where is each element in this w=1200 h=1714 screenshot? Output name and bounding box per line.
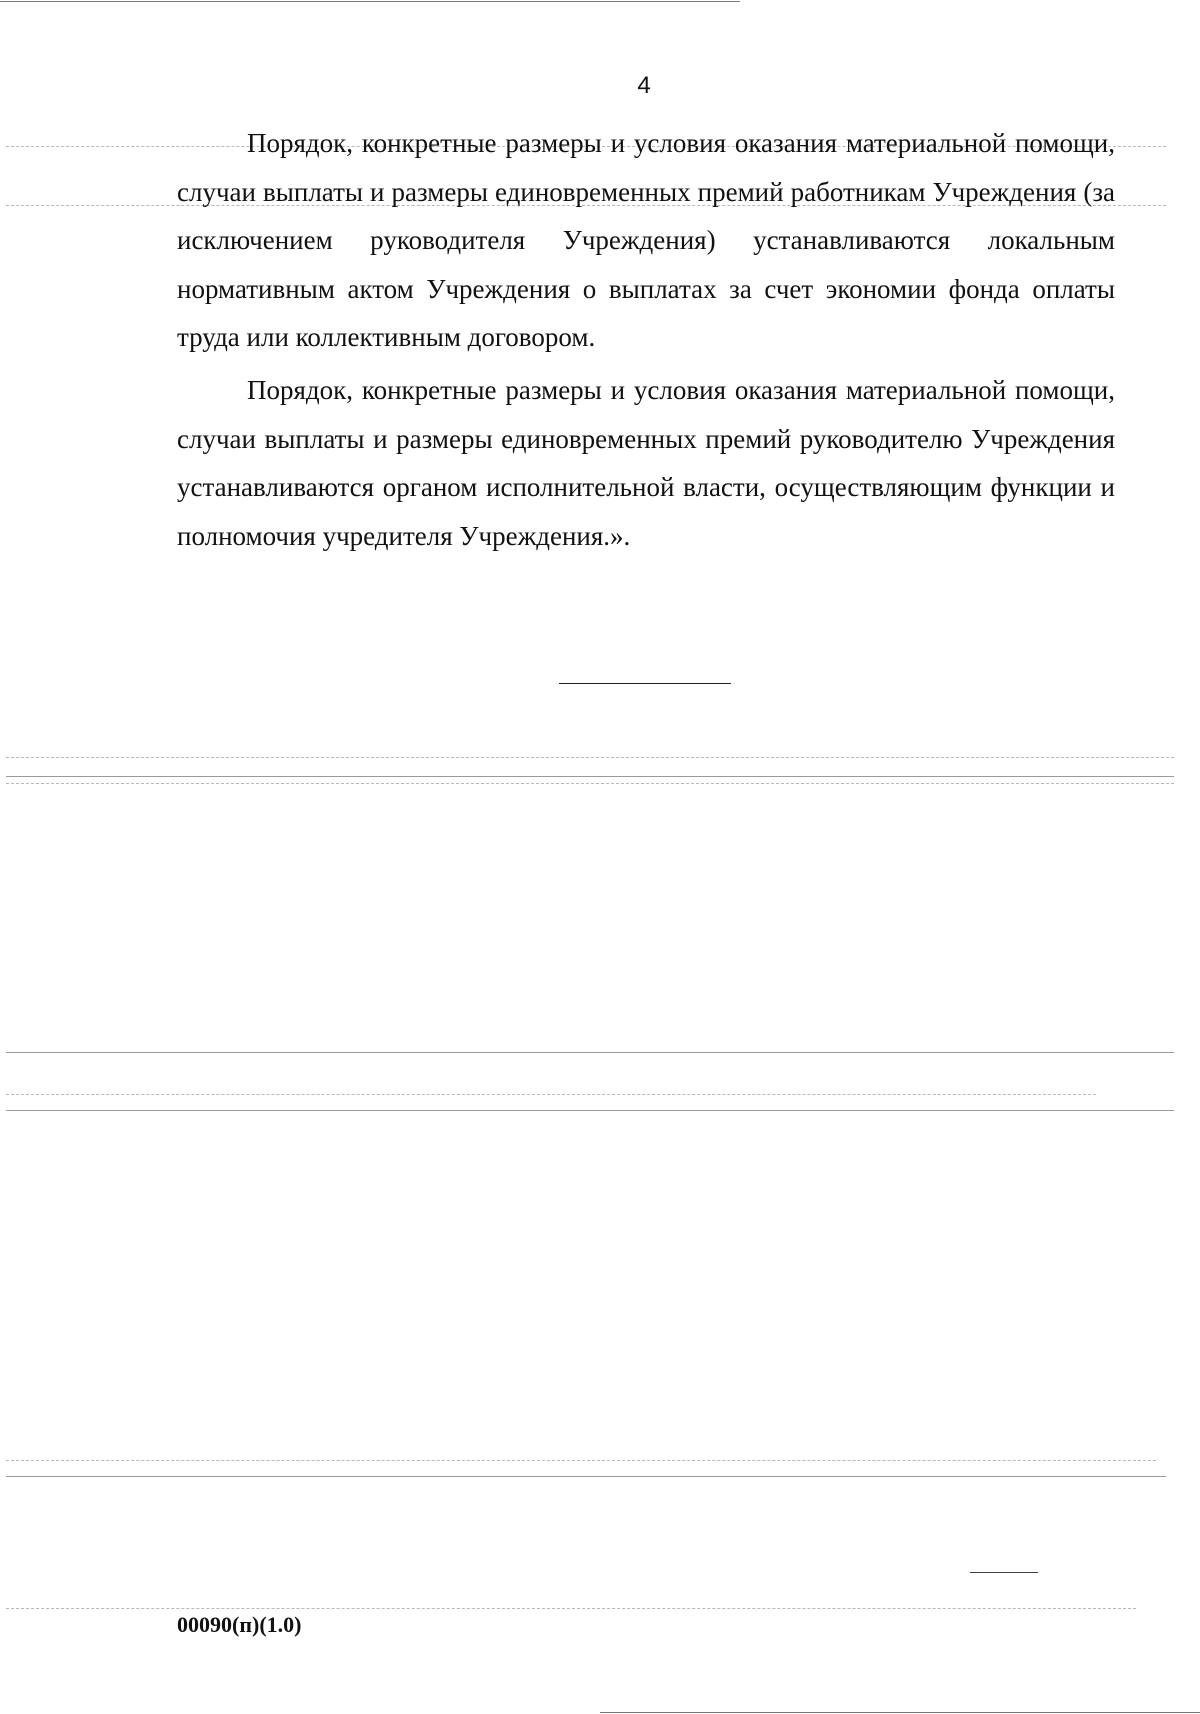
scan-bottom-rule [600,1712,1200,1713]
scan-artifact-line [6,1094,1096,1095]
small-dash-line [970,1572,1038,1573]
scan-artifact-line [6,1608,1136,1609]
end-separator-line [559,683,731,684]
scan-artifact-line [6,1110,1174,1111]
scan-artifact-line [6,757,1174,758]
scan-artifact-line [6,1460,1156,1461]
scan-artifact-line [6,783,1174,784]
paragraph-material-aid-employees: Порядок, конкретные размеры и условия оказания материальной помощи, случаи выплаты и размеры единовременных премий работникам Учреждения (за исключением руководителя Учреждения) устанавливаются локальным нормативным актом Учреждения о выплатах за счет экономии фонда оплаты труда или коллективным договором. [177,128,1115,352]
scan-top-rule [0,1,740,2]
scan-artifact-line [6,1476,1166,1477]
paragraph-material-aid-director: Порядок, конкретные размеры и условия оказания материальной помощи, случаи выплаты и размеры единовременных премий руководителю Учреждения устанавливаются органом исполнительной власти, осуществляющим функции и полномочия учредителя Учреждения.». [177,375,1115,551]
scan-artifact-line [6,776,1174,777]
document-code: 00090(п)(1.0) [177,1612,302,1637]
page-number: 4 [637,72,651,99]
scan-artifact-line [6,1052,1174,1053]
